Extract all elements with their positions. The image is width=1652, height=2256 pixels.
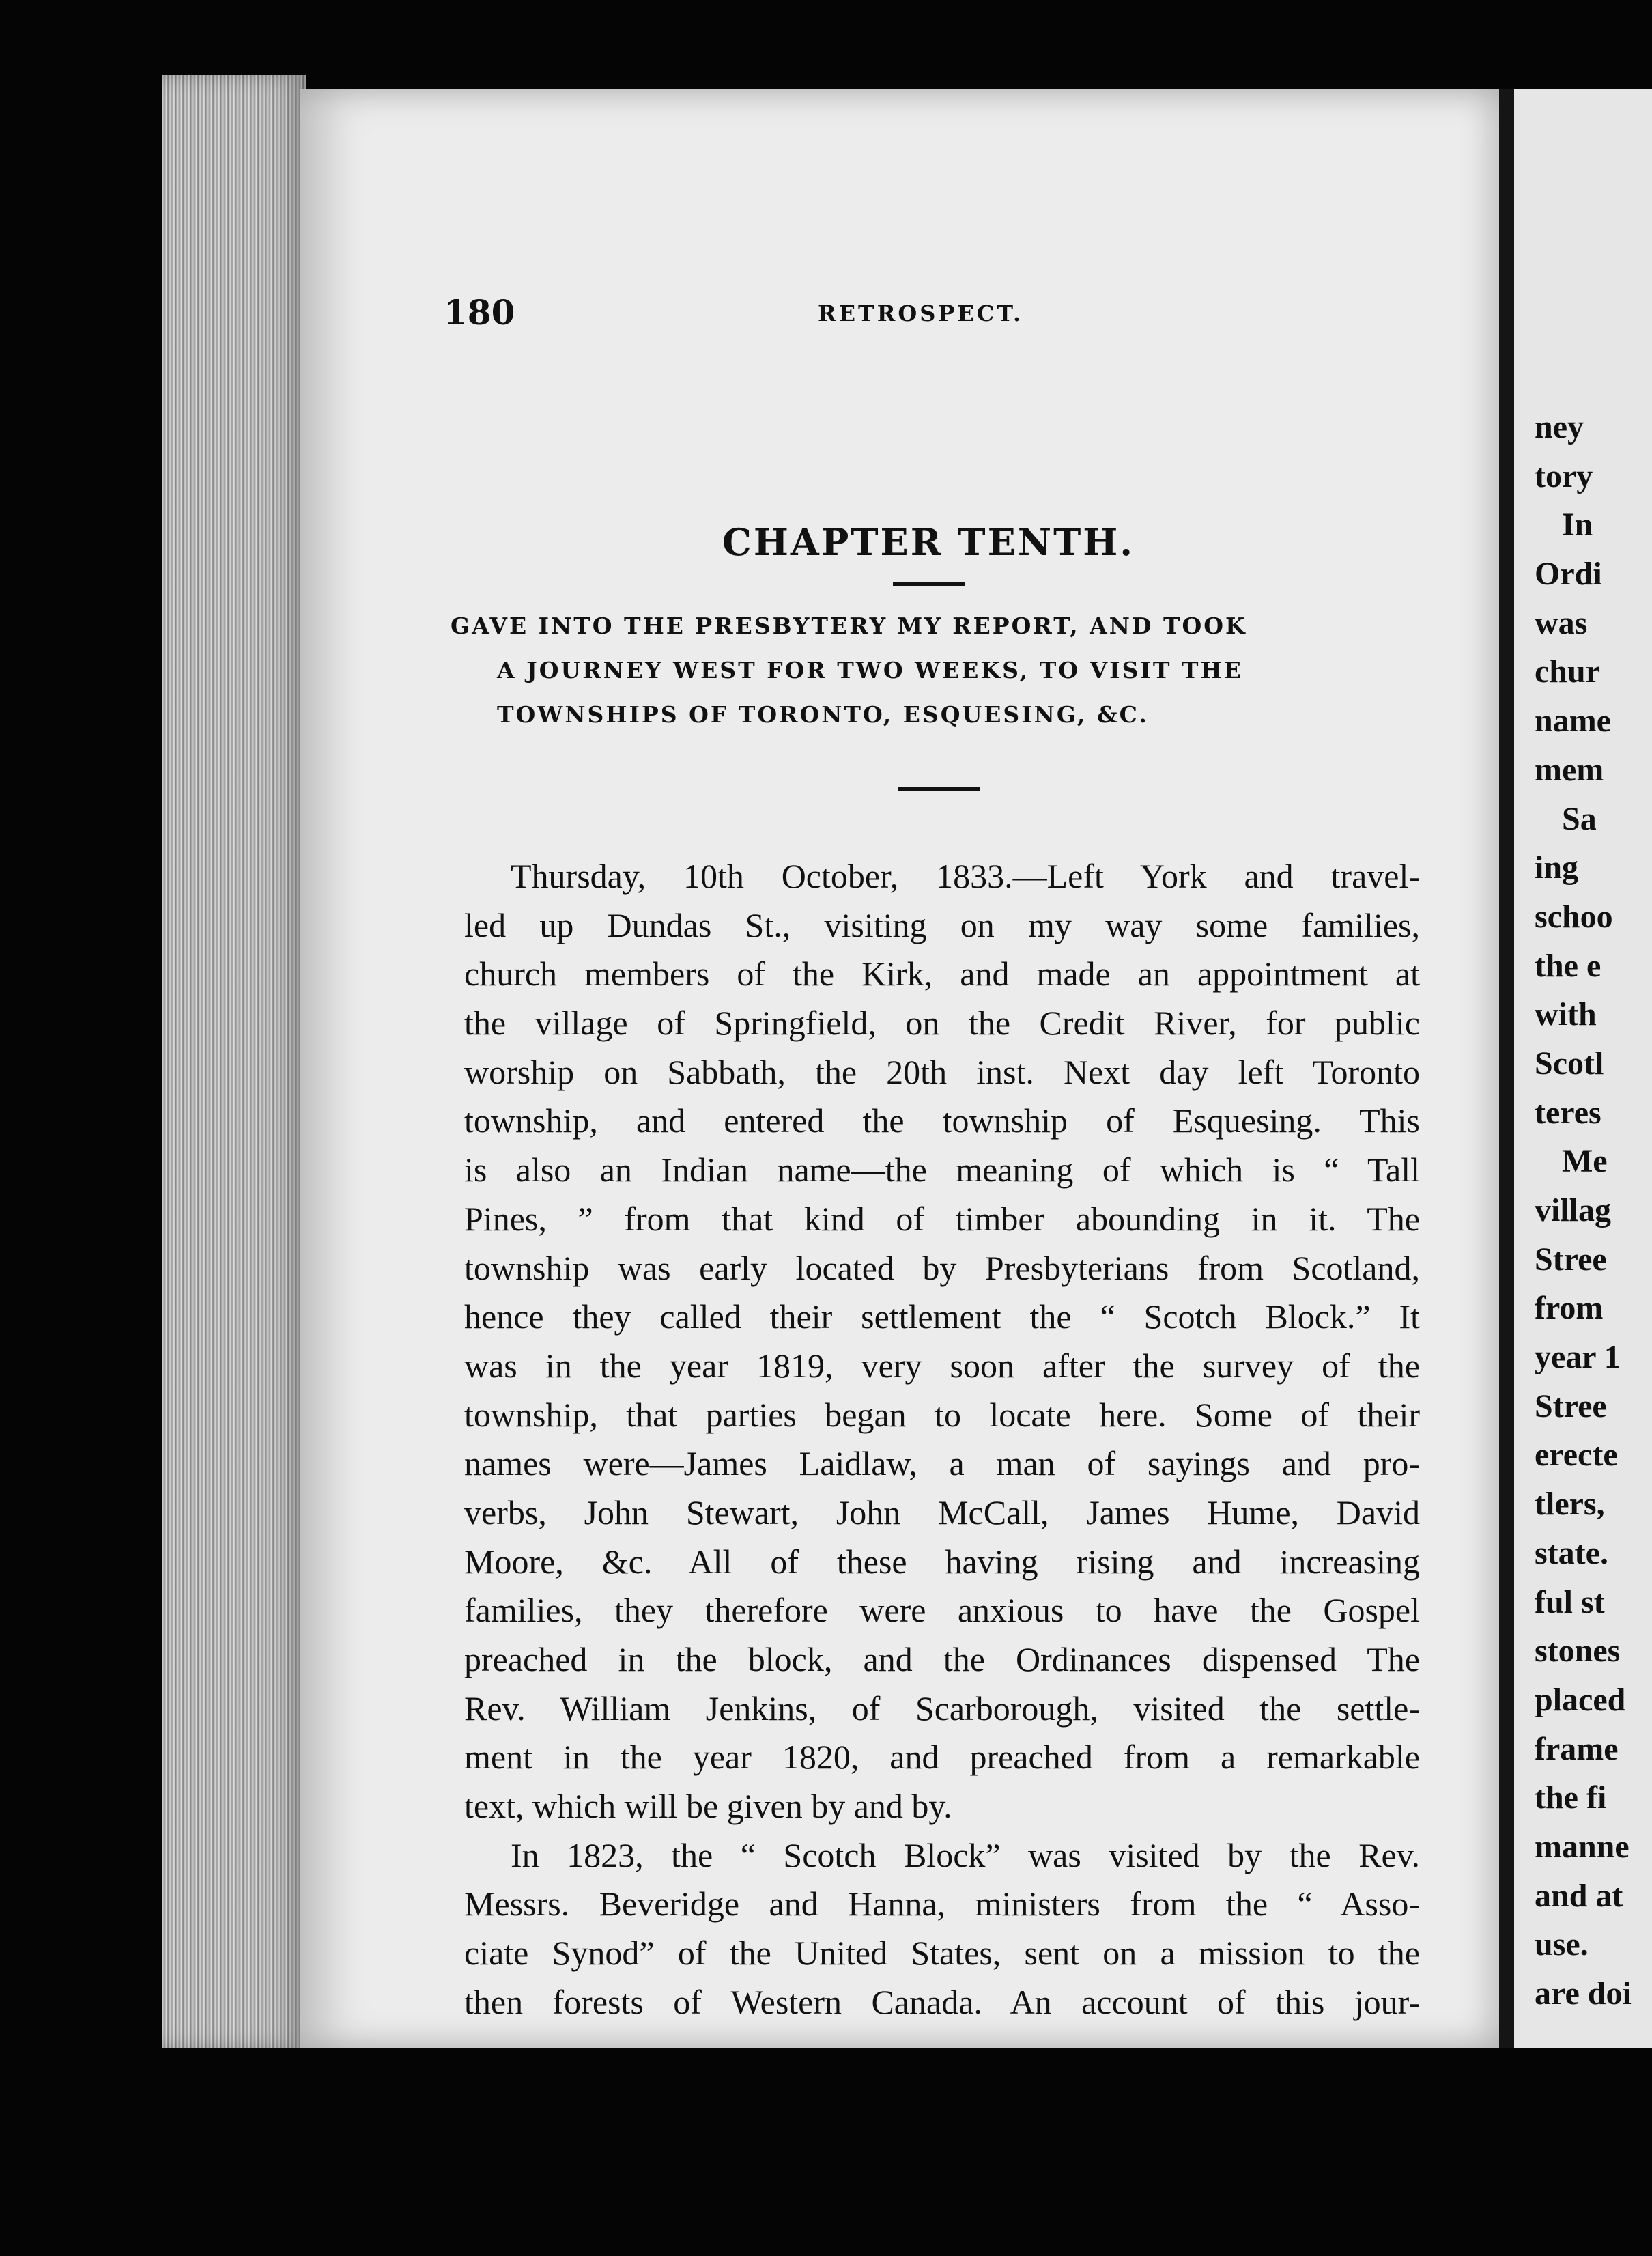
text-line: preached in the block, and the Ordinances dispensed The bbox=[464, 1640, 1420, 1678]
facing-line: from bbox=[1535, 1290, 1604, 1327]
text-line: the village of Springfield, on the Credit River, for public bbox=[464, 1004, 1420, 1043]
text-line: Messrs. Beveridge and Hanna, ministers from the “ Asso- bbox=[464, 1885, 1420, 1923]
facing-line: erecte bbox=[1535, 1437, 1618, 1474]
facing-line: In bbox=[1562, 507, 1593, 544]
text-line: Rev. William Jenkins, of Scarborough, visited the settle- bbox=[464, 1689, 1420, 1728]
facing-line: Scotl bbox=[1535, 1045, 1604, 1082]
running-head: RETROSPECT. bbox=[818, 300, 1024, 326]
facing-line: tory bbox=[1535, 457, 1593, 494]
text-line: led up Dundas St., visiting on my way some families, bbox=[464, 905, 1420, 944]
facing-line: ful st bbox=[1535, 1583, 1605, 1620]
text-line: text, which will be given by and by. bbox=[464, 1787, 952, 1826]
facing-page-text bbox=[1535, 328, 1632, 2018]
summary-line: A JOURNEY WEST FOR TWO WEEKS, TO VISIT THE bbox=[497, 659, 1243, 683]
summary-rule bbox=[898, 787, 980, 791]
text-line: Moore, &c. All of these having rising and increasing bbox=[464, 1542, 1420, 1581]
facing-line: mem bbox=[1535, 751, 1604, 788]
text-line: hence they called their settlement the “ Scotch Block.” It bbox=[464, 1297, 1420, 1336]
text-line: ciate Synod” of the United States, sent on a mission to the bbox=[464, 1934, 1420, 1973]
facing-line: Stree bbox=[1535, 1241, 1607, 1278]
text-line: worship on Sabbath, the 20th inst. Next day left Toronto bbox=[464, 1052, 1420, 1091]
text-line: township was early located by Presbyterians from Scotland, bbox=[464, 1248, 1420, 1287]
facing-line: teres bbox=[1535, 1094, 1601, 1131]
text-line: ment in the year 1820, and preached from a remarkable bbox=[464, 1738, 1420, 1777]
facing-line: Me bbox=[1562, 1143, 1608, 1180]
facing-line: placed bbox=[1535, 1681, 1626, 1718]
book-page-right bbox=[1499, 89, 1652, 2048]
facing-line: are doi bbox=[1535, 1975, 1632, 2012]
facing-line: chur bbox=[1535, 653, 1600, 690]
text-line: is also an Indian name—the meaning of which is “ Tall bbox=[464, 1151, 1420, 1189]
facing-line: use. bbox=[1535, 1926, 1589, 1963]
facing-line: Stree bbox=[1535, 1387, 1607, 1424]
page-edges bbox=[162, 75, 306, 2048]
facing-line: state. bbox=[1535, 1534, 1608, 1571]
facing-line: with bbox=[1535, 996, 1597, 1033]
text-line: names were—James Laidlaw, a man of sayings and pro- bbox=[464, 1444, 1420, 1483]
text-line: was in the year 1819, very soon after the survey of the bbox=[464, 1346, 1420, 1385]
facing-line: name bbox=[1535, 703, 1611, 739]
text-line: church members of the Kirk, and made an appointment at bbox=[464, 955, 1420, 993]
text-line: In 1823, the “ Scotch Block” was visited by the Rev. bbox=[511, 1835, 1420, 1874]
text-line: families, they therefore were anxious to have the Gospel bbox=[464, 1591, 1420, 1630]
summary-line: TOWNSHIPS OF TORONTO, ESQUESING, &C. bbox=[497, 703, 1149, 728]
facing-line: schoo bbox=[1535, 898, 1613, 935]
facing-line: manne bbox=[1535, 1828, 1629, 1865]
facing-line: Ordi bbox=[1535, 556, 1602, 593]
chapter-title: CHAPTER TENTH. bbox=[722, 520, 1135, 564]
facing-line: villag bbox=[1535, 1192, 1612, 1228]
title-rule bbox=[893, 582, 965, 586]
text-line: Thursday, 10th October, 1833.—Left York and travel- bbox=[511, 857, 1420, 895]
facing-line: ing bbox=[1535, 849, 1579, 886]
summary-line: GAVE INTO THE PRESBYTERY MY REPORT, AND TOOK bbox=[451, 615, 1247, 639]
facing-line: Sa bbox=[1562, 800, 1597, 837]
text-line: verbs, John Stewart, John McCall, James Hume, David bbox=[464, 1493, 1420, 1532]
facing-line: and at bbox=[1535, 1877, 1623, 1914]
facing-line: the e bbox=[1535, 947, 1601, 984]
facing-line: the fi bbox=[1535, 1779, 1607, 1816]
chapter-summary bbox=[451, 615, 1420, 748]
text-line: Pines, ” from that kind of timber abounding in it. The bbox=[464, 1199, 1420, 1238]
facing-line: stones bbox=[1535, 1633, 1621, 1669]
page-number: 180 bbox=[444, 292, 515, 333]
page-header bbox=[444, 292, 1413, 340]
text-line: township, and entered the township of Esquesing. This bbox=[464, 1101, 1420, 1140]
body-text bbox=[464, 852, 1420, 2027]
text-line: then forests of Western Canada. An account of this jour- bbox=[464, 1982, 1420, 2021]
facing-line: was bbox=[1535, 604, 1588, 641]
facing-line: tlers, bbox=[1535, 1486, 1605, 1523]
facing-line: frame bbox=[1535, 1730, 1619, 1767]
facing-line: ney bbox=[1535, 409, 1584, 445]
text-line: township, that parties began to locate here. Some of their bbox=[464, 1395, 1420, 1434]
facing-line: year 1 bbox=[1535, 1339, 1621, 1376]
